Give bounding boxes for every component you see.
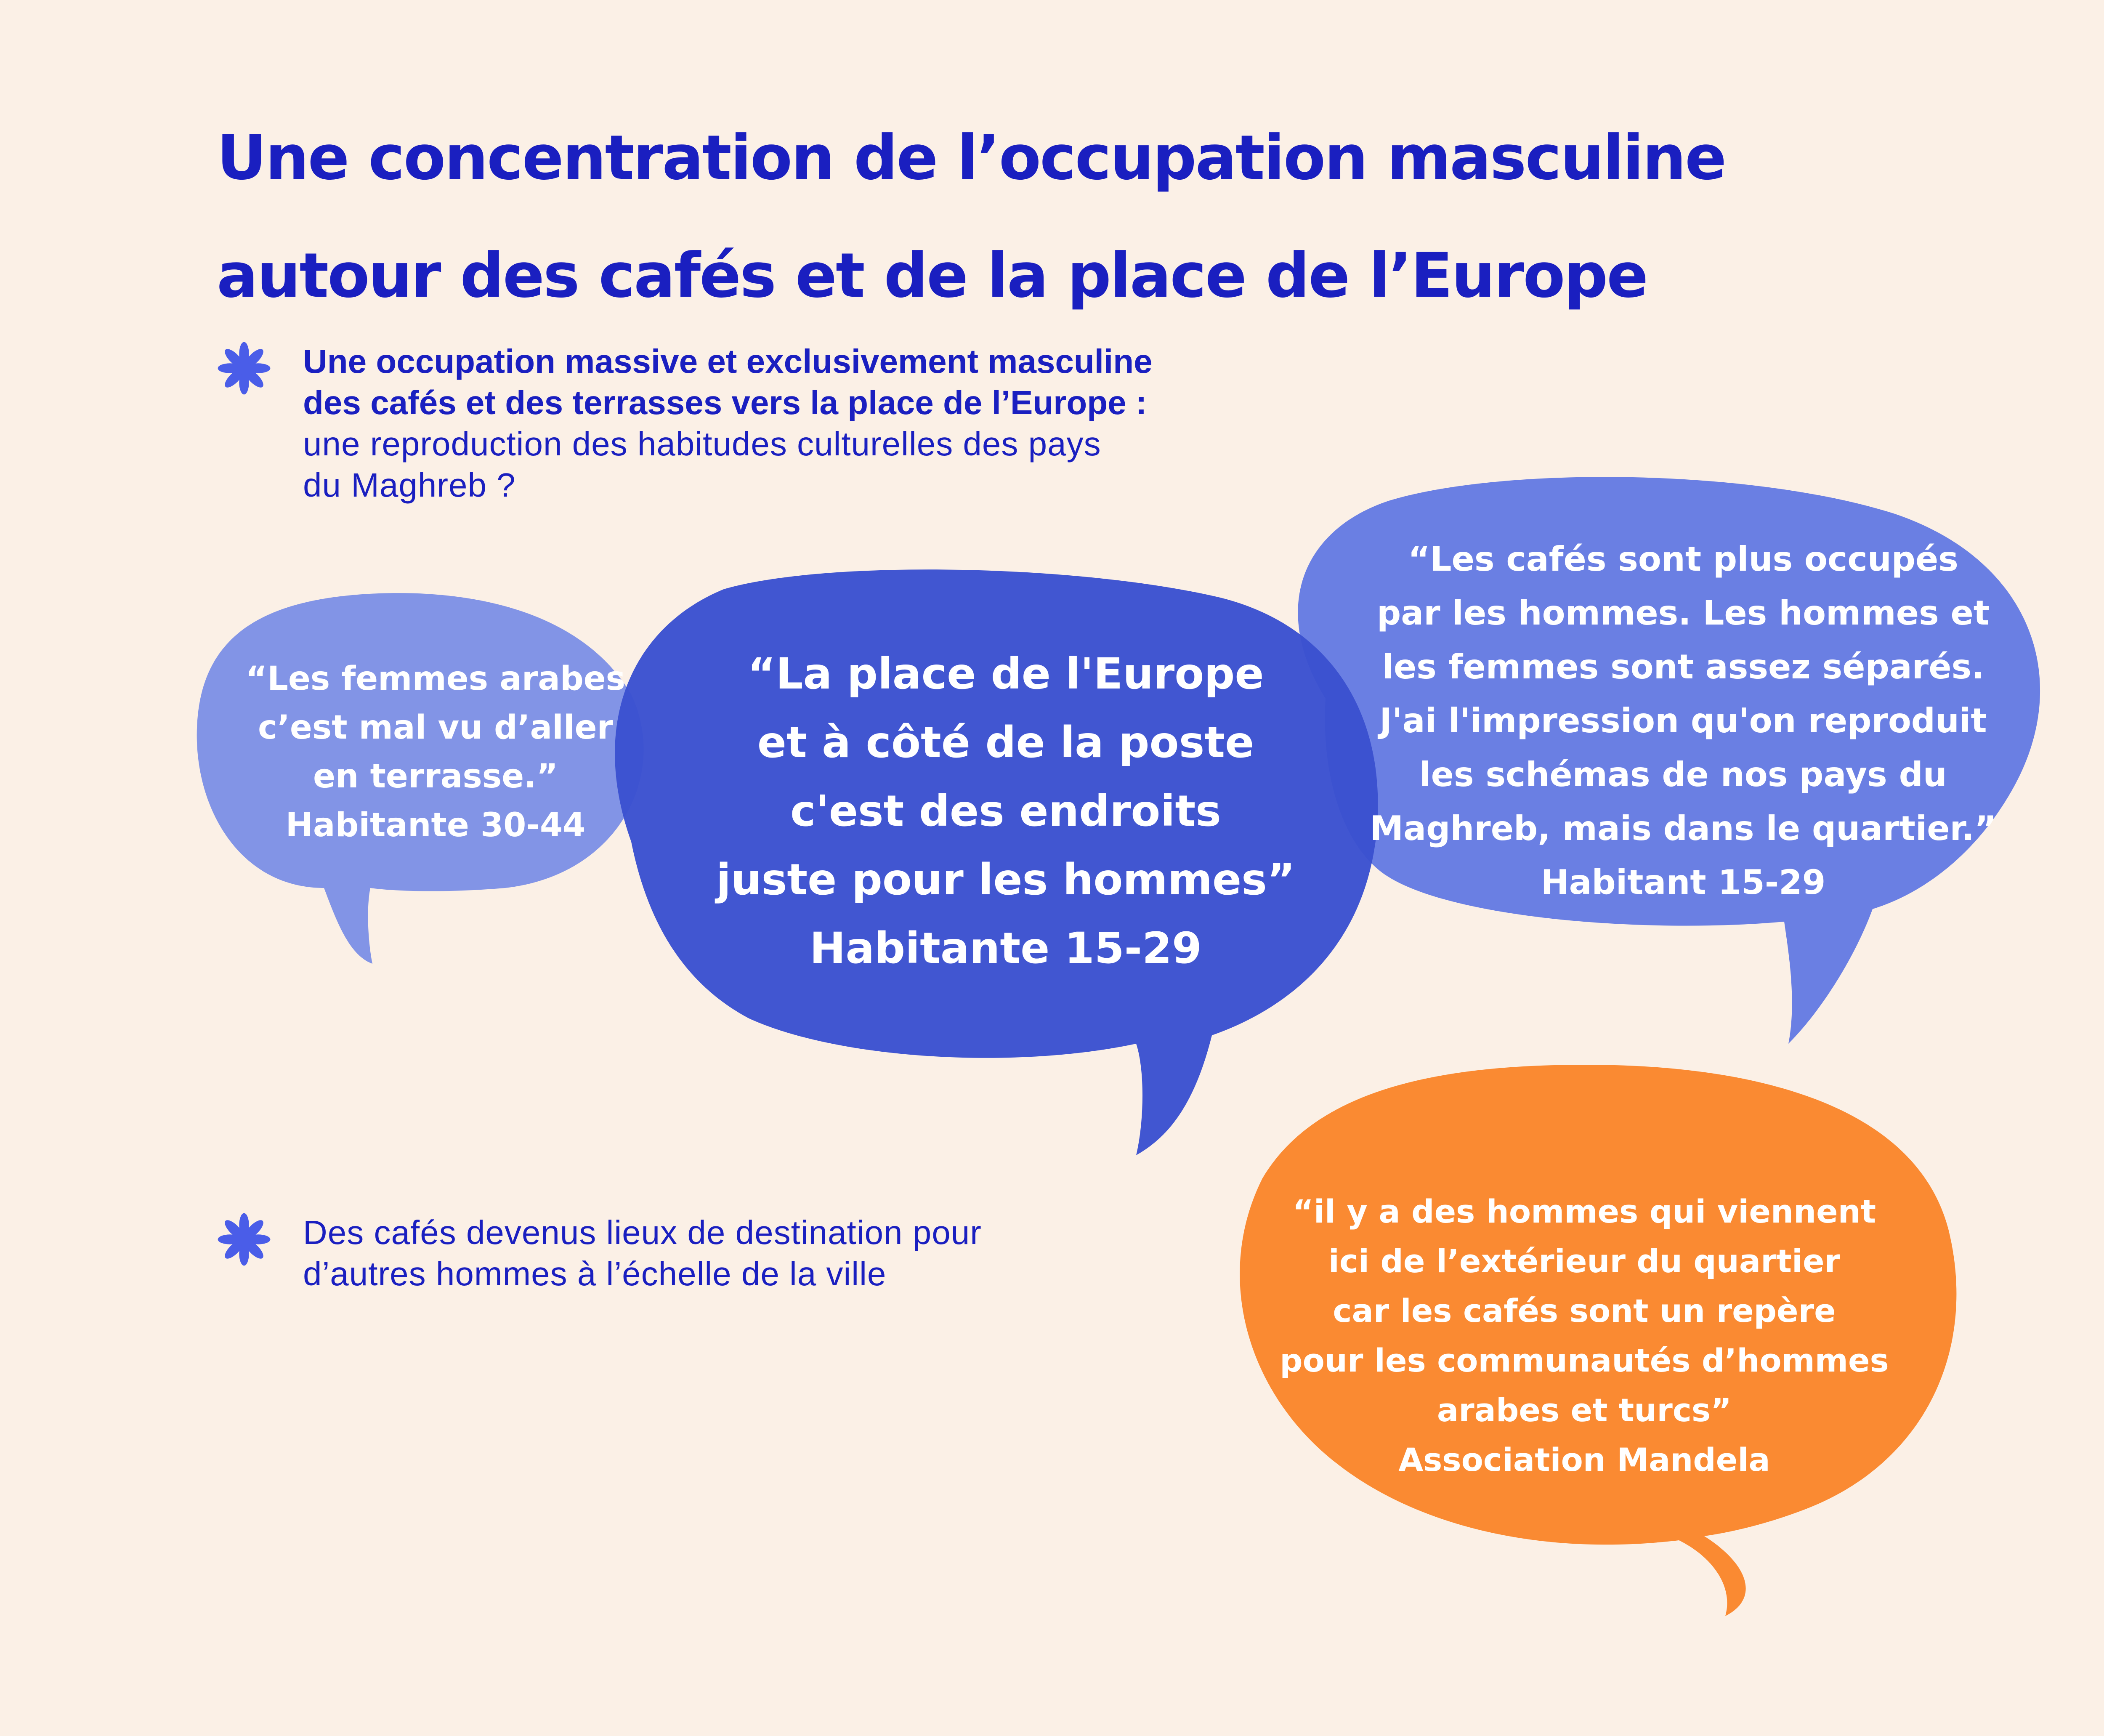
quote-3-author: Habitant 15-29 [1541,863,1826,902]
title-line-2: autour des cafés et de la place de l’Europe [217,240,1647,311]
bullet-2-line-2: d’autres hommes à l’échelle de la ville [303,1255,887,1292]
quote-2-text [648,640,1363,983]
quote-2-line: c'est des endroits [790,786,1221,836]
quote-4-line: “il y a des hommes qui viennent [1292,1193,1876,1230]
quote-3-text [1326,532,2041,909]
quote-4-line: ici de l’extérieur du quartier [1328,1242,1841,1280]
quote-4-author: Association Mandela [1398,1441,1770,1478]
quote-3-line: les femmes sont assez séparés. [1382,647,1984,686]
quote-4-text [1258,1187,1910,1485]
quote-1-line: “Les femmes arabes [245,660,626,698]
bullet-2-line-1: Des cafés devenus lieux de destination pour [303,1214,982,1251]
quote-3-line: Maghreb, mais dans le quartier.” [1370,809,1997,848]
quote-1-line: c’est mal vu d’aller [258,709,613,747]
quote-3-line: les schémas de nos pays du [1419,755,1947,794]
quote-4-line: pour les communautés d’hommes [1280,1342,1889,1379]
quote-3-line: J'ai l'impression qu'on reproduit [1379,701,1987,740]
quote-2-line: et à côté de la poste [757,718,1254,768]
quote-1-author: Habitante 30-44 [285,806,586,844]
quote-2-author: Habitante 15-29 [809,923,1202,973]
quote-4-line: arabes et turcs” [1437,1391,1732,1429]
quote-1-text [202,654,669,850]
bullet-1-line-3: une reproduction des habitudes culturelles des pays [303,425,1101,463]
bullet-1-bold-line-1: Une occupation massive et exclusivement masculine [303,343,1153,380]
quote-1-line: en terrasse.” [313,758,558,795]
quote-3-line: par les hommes. Les hommes et [1376,593,1990,633]
title-line-1: Une concentration de l’occupation masculine [217,122,1726,194]
bullet-1-bold-line-2: des cafés et des terrasses vers la place de l’Europe : [303,384,1147,421]
quote-4-line: car les cafés sont un repère [1333,1292,1836,1329]
quote-2-line: “La place de l'Europe [747,649,1264,699]
bullet-1-line-4: du Maghreb ? [303,466,516,504]
quote-2-line: juste pour les hommes” [716,855,1295,905]
quote-3-line: “Les cafés sont plus occupés [1408,540,1958,579]
